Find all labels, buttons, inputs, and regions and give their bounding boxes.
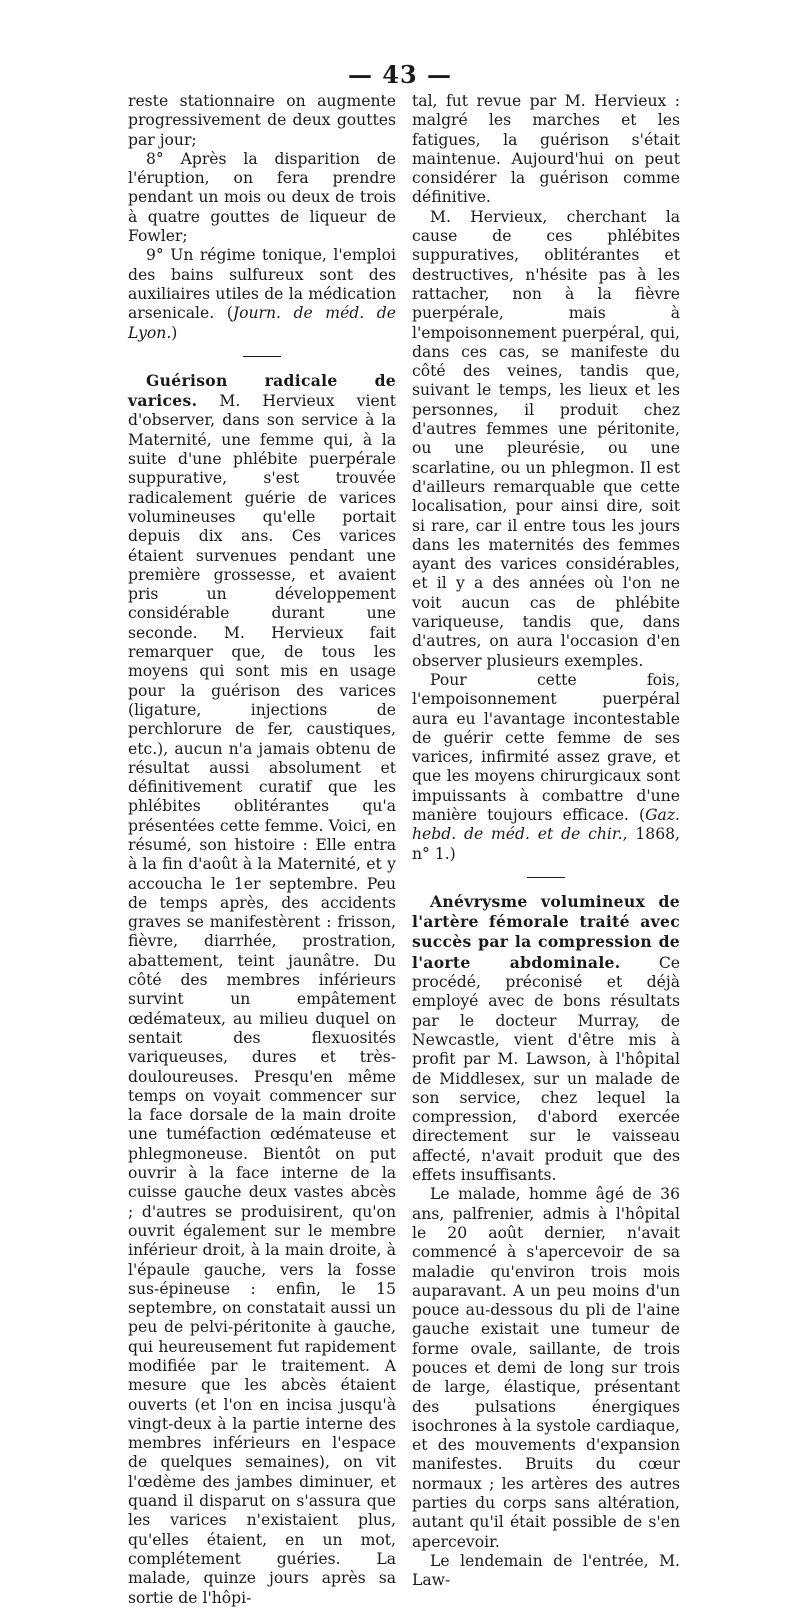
left-column bbox=[128, 92, 396, 1608]
page-number: — 43 — bbox=[347, 60, 453, 89]
paragraph-step-8: 8° Après la disparition de l'éruption, on fera prendre pendant un mois ou deux de trois à quatre gouttes de liqueur de Fowler; bbox=[128, 149, 396, 246]
conclusion-text: Pour cette fois, l'empoisonnement puerpéral aura eu l'avantage incontestable de guérir cette femme de ses varices, infirmité assez grave, et que les moyens chirurgicaux sont impuissants à combattre d'une manière toujours efficace. ( bbox=[412, 670, 680, 824]
article-body: M. Hervieux vient d'observer, dans son service à la Maternité, une femme qui, à la suite d'une phlébite puerpérale suppurative, s'est trouvée radicalement guérie de varices volumineuses qu'elle portait depuis dix ans. Ces varices étaient survenues pendant une première grossesse, et avaient pris un développement considérable durant une seconde. M. Hervieux fait remarquer que, de tous les moyens qui sont mis en usage pour la guérison des varices (ligature, injections de perchlorure de fer, caustiques, etc.), aucun n'a jamais obtenu de résultat aussi absolument et définitivement curatif que les phlébites oblitérantes qu'a présentées cette femme. Voici, en résumé, son histoire : Elle entra à la fin d'août à la Maternité, et y accoucha le 1er septembre. Peu de temps après, des accidents graves se manifestèrent : frisson, fièvre, diarrhée, prostration, abattement, teint jaunâtre. Du côté des membres inférieurs survint un empâtement œdémateux, au milieu duquel on sentait des flexuosités variqueuses, dures et très-douloureuses. Presqu'en même temps on voyait commencer sur la face dorsale de la main droite une tuméfaction œdémateuse et phlegmoneuse. Bientôt on put ouvrir à la face interne de la cuisse gauche deux vastes abcès ; d'autres se produisirent, qu'on ouvrit également sur le membre inférieur droit, à la main droite, à l'épaule gauche, vers la fosse sus-épineuse : enfin, le 15 septembre, on constatait aussi un peu de pelvi-péritonite à gauche, qui heureusement fut rapidement modifiée par le traitement. A mesure que les abcès étaient ouverts (et l'on en incisa jusqu'à vingt-deux à la partie interne des membres inférieurs en l'espace de quelques semaines), on vit l'œdème des jambes diminuer, et quand il disparut on s'assura que les varices n'existaient plus, qu'elles étaient, en un mot, complétement guéries. La malade, quinze jours après sa sortie de l'hôpi- bbox=[128, 392, 396, 1607]
right-column bbox=[412, 92, 680, 1591]
paragraph-continuation: reste stationnaire on augmente progressivement de deux gouttes par jour; bbox=[128, 92, 396, 149]
paragraph-conclusion bbox=[412, 671, 680, 864]
article-heading: Guérison radicale de varices. bbox=[128, 370, 396, 411]
source-citation: Gaz. hebd. de méd. et de chir. bbox=[412, 805, 680, 844]
section-divider bbox=[527, 877, 565, 878]
paragraph-continuation: tal, fut revue par M. Hervieux : malgré les marches et les fatigues, la guérison s'était maintenue. Aujourd'hui on peut considérer la guérison comme définitive. bbox=[412, 92, 680, 207]
step-9-text: 9° Un régime tonique, l'emploi des bains sulfureux sont des auxiliaires utiles de la médication arsenicale. ( bbox=[128, 246, 396, 323]
article-heading: Anévrysme volumineux de l'artère fémorale traité avec succès par la compression de l'aorte abdominale. bbox=[412, 891, 680, 972]
source-close: ) bbox=[171, 323, 178, 342]
paragraph-step-9 bbox=[128, 246, 396, 342]
article-anevrysme bbox=[412, 892, 680, 1185]
article-varices bbox=[128, 371, 396, 1608]
paragraph-hervieux-cause: M. Hervieux, cherchant la cause de ces phlébites suppuratives, oblitérantes et destructives, n'hésite pas à les rattacher, non à la fièvre puerpérale, mais à l'empoisonnement puerpéral, qui, dans ces cas, se manifeste du côté des veines, tandis que, suivant le temps, les lieux et les personnes, il produit chez d'autres femmes une péritonite, ou une pleurésie, ou une scarlatine, ou un phlegmon. Il est d'ailleurs remarquable que cette localisation, pour ainsi dire, soit si rare, car il entre tous les jours dans les maternités des femmes ayant des varices considérables, et il y a des années où l'on ne voit aucun cas de phlébite variqueuse, tandis que, dans d'autres, on aura l'occasion d'en observer plusieurs exemples. bbox=[412, 207, 680, 670]
source-citation: Journ. de méd. de Lyon. bbox=[128, 304, 396, 342]
section-divider bbox=[243, 356, 281, 357]
paragraph-patient: Le malade, homme âgé de 36 ans, palfrenier, admis à l'hôpital le 20 août dernier, n'avait commencé à s'apercevoir de sa maladie qu'environ trois mois auparavant. A un peu moins d'un pouce au-dessous du pli de l'aine gauche existait une tumeur de forme ovale, saillante, de trois pouces et demi de long sur trois de large, élastique, présentant des pulsations énergiques isochrones à la systole cardiaque, et des mouvements d'expansion manifestes. Bruits du cœur normaux ; les artères des autres parties du corps sans altération, autant qu'il était possible de s'en apercevoir. bbox=[412, 1185, 680, 1551]
paragraph-next-day: Le lendemain de l'entrée, M. Law- bbox=[412, 1551, 680, 1590]
article-body: Ce procédé, préconisé et déjà employé avec de bons résultats par le docteur Murray, de Newcastle, vient d'être mis à profit par M. Lawson, à l'hôpital de Middlesex, sur un malade de son service, chez lequel la compression, d'abord exercée directement sur le vaisseau affecté, n'avait produit que des effets insuffisants. bbox=[412, 953, 680, 1185]
source-close: , 1868, n° 1.) bbox=[412, 825, 680, 863]
